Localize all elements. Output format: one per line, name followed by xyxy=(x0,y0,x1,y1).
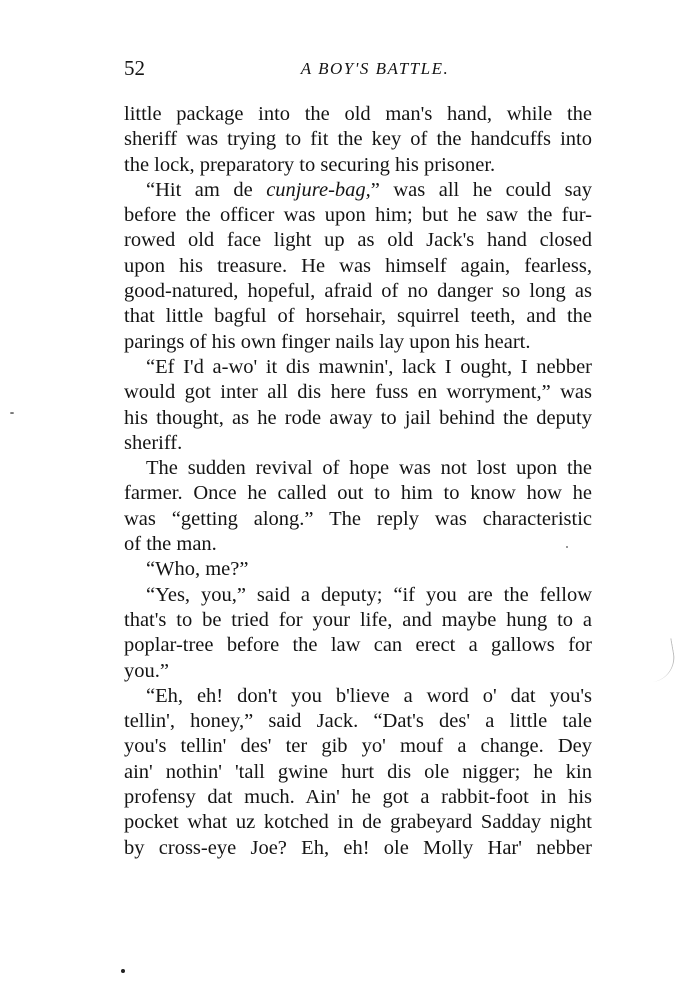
text-line: was “getting along.” The reply was characteristic xyxy=(124,507,592,530)
text-line: poplar-tree before the law can erect a gallows for xyxy=(124,634,592,657)
running-head: A BOY'S BATTLE. xyxy=(300,59,450,78)
text-line: you's tellin' des' ter gib yo' mouf a change. Dey xyxy=(124,735,592,758)
page-header xyxy=(124,56,596,86)
text-line: would got inter all dis here fuss en worryment,” was xyxy=(124,381,592,404)
text-line: “Who, me?” xyxy=(146,558,249,581)
text-line: that's to be tried for your life, and maybe hung to a xyxy=(124,608,592,631)
text-line: tellin', honey,” said Jack. “Dat's des' a little tale xyxy=(124,710,592,733)
text-line: ain' nothin' 'tall gwine hurt dis ole nigger; he kin xyxy=(124,760,592,783)
text-line: good-natured, hopeful, afraid of no danger so long as xyxy=(124,280,592,303)
text-line: by cross-eye Joe? Eh, eh! ole Molly Har' nebber xyxy=(124,836,592,859)
body-text xyxy=(124,102,592,861)
text-line: “Eh, eh! don't you b'lieve a word o' dat you's xyxy=(146,684,592,707)
scan-speck xyxy=(10,412,14,414)
text-line: of the man. xyxy=(124,533,217,556)
text-line: parings of his own finger nails lay upon his heart. xyxy=(124,330,531,353)
text-line: that little bagful of horsehair, squirrel teeth, and the xyxy=(124,305,592,328)
text-line: “Hit am de cunjure-bag,” was all he could say xyxy=(146,178,592,201)
text-line: before the officer was upon him; but he saw the fur- xyxy=(124,204,592,227)
text-line: “Ef I'd a-wo' it dis mawnin', lack I ought, I nebber xyxy=(146,355,592,378)
text-line: profensy dat much. Ain' he got a rabbit-foot in his xyxy=(124,786,592,809)
text-line: farmer. Once he called out to him to know how he xyxy=(124,482,592,505)
text-line: the lock, preparatory to securing his prisoner. xyxy=(124,153,496,176)
scan-speck xyxy=(121,969,125,973)
scan-speck xyxy=(566,546,568,548)
margin-mark xyxy=(647,638,677,682)
text-line: sheriff. xyxy=(124,431,183,454)
text-line: pocket what uz kotched in de grabeyard Sadday night xyxy=(124,811,592,834)
text-line: upon his treasure. He was himself again, fearless, xyxy=(124,254,592,277)
text-line: his thought, as he rode away to jail behind the deputy xyxy=(124,406,592,429)
text-line: The sudden revival of hope was not lost upon the xyxy=(146,457,592,480)
text-line: you.” xyxy=(124,659,169,682)
text-line: “Yes, you,” said a deputy; “if you are the fellow xyxy=(146,583,592,606)
text-line: rowed old face light up as old Jack's hand closed xyxy=(124,229,592,252)
text-line: sheriff was trying to fit the key of the handcuffs into xyxy=(124,128,592,151)
text-line: little package into the old man's hand, while the xyxy=(124,103,592,125)
page-number: 52 xyxy=(124,56,145,80)
